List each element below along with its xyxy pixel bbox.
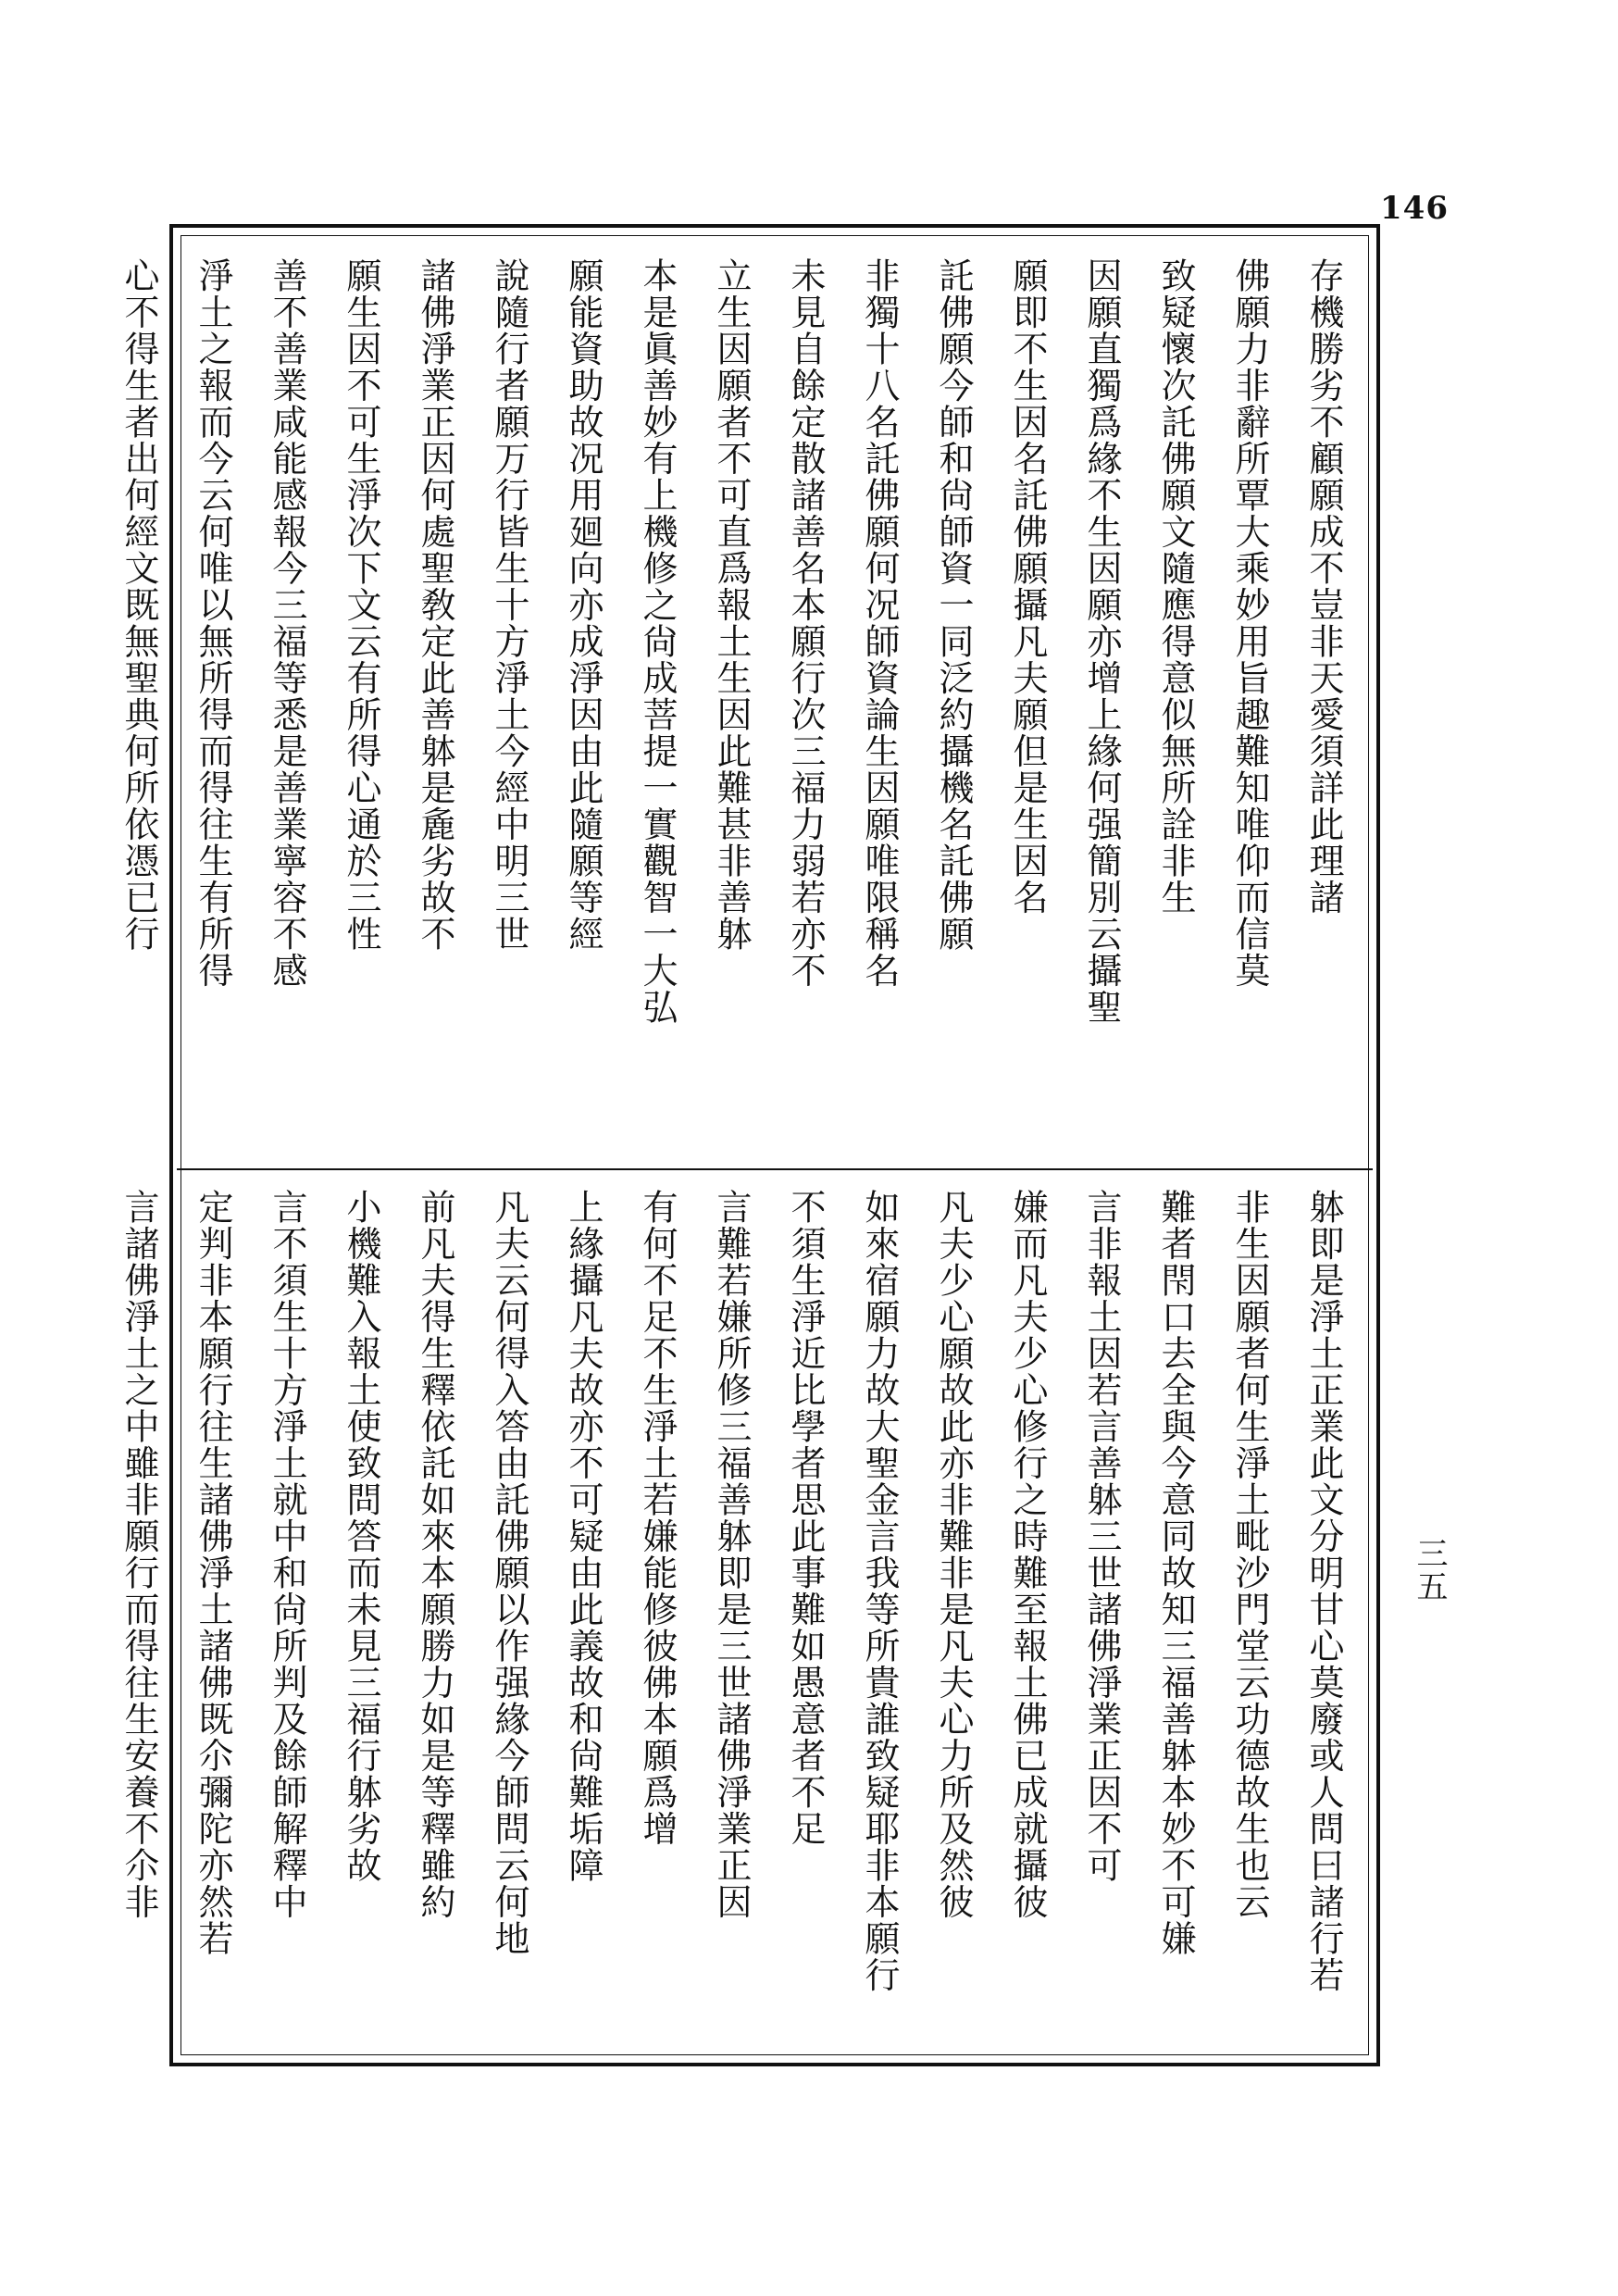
text-column: 未見自餘定散諸善名本願行次三福力弱若亦不: [785, 257, 826, 989]
text-column: 願即不生因名託佛願攝凡夫願但是生因名: [1007, 257, 1048, 916]
text-column: 言諸佛淨土之中雖非願行而得往生安養不尒非: [118, 1189, 159, 1920]
text-column: 凡夫少心願故此亦非難非是凡夫心力所及然彼: [933, 1189, 974, 1920]
text-column: 託佛願今師和尙師資一同泛約攝機名託佛願: [933, 257, 974, 953]
text-column: 前凡夫得生釋依託如來本願勝力如是等釋雖約: [415, 1189, 455, 1920]
folio-number: 三五: [1411, 1537, 1448, 1603]
upper-register: [118, 257, 1361, 1146]
text-column: 定判非本願行往生諸佛淨土諸佛既尒彌陀亦然若: [193, 1189, 233, 1957]
text-column: 心不得生者出何經文既無聖典何所依憑已行: [118, 257, 159, 953]
text-column: 躰即是淨土正業此文分明甘心莫廢或人問曰諸行若: [1303, 1189, 1344, 1993]
text-column: 凡夫云何得入答由託佛願以作强緣今師問云何地: [489, 1189, 529, 1957]
text-column: 諸佛淨業正因何處聖敎定此善躰是麁劣故不: [415, 257, 455, 953]
text-column: 言不須生十方淨土就中和尙所判及餘師解釋中: [267, 1189, 307, 1920]
text-column: 因願直獨爲緣不生因願亦增上緣何强簡別云攝聖: [1081, 257, 1122, 1026]
text-column: 說隨行者願万行皆生十方淨土今經中明三世: [489, 257, 529, 953]
text-column: 淨土之報而今云何唯以無所得而得往生有所得: [193, 257, 233, 989]
text-column: 非獨十八名託佛願何况師資論生因願唯限稱名: [859, 257, 900, 989]
text-column: 小機難入報土使致問答而未見三福行躰劣故: [341, 1189, 381, 1884]
text-column: 有何不足不生淨土若嫌能修彼佛本願爲增: [637, 1189, 678, 1847]
page-number: 146: [1380, 190, 1449, 227]
lower-register: [118, 1189, 1361, 2050]
text-column: 非生因願者何生淨土毗沙門堂云功德故生也云: [1229, 1189, 1270, 1920]
text-column: 佛願力非辭所覃大乘妙用旨趣難知唯仰而信莫: [1229, 257, 1270, 989]
text-column: 難者閇口去全與今意同故知三福善躰本妙不可嫌: [1155, 1189, 1196, 1957]
text-column: 本是眞善妙有上機修之尙成菩提一實觀智一大弘: [637, 257, 678, 1026]
text-column: 嫌而凡夫少心修行之時難至報土佛已成就攝彼: [1007, 1189, 1048, 1920]
text-column: 上緣攝凡夫故亦不可疑由此義故和尙難垢障: [563, 1189, 604, 1884]
text-column: 言難若嫌所修三福善躰即是三世諸佛淨業正因: [711, 1189, 752, 1920]
text-column: 善不善業咸能感報今三福等悉是善業寧容不感: [267, 257, 307, 989]
text-column: 立生因願者不可直爲報土生因此難甚非善躰: [711, 257, 752, 953]
text-column: 致疑懷次託佛願文隨應得意似無所詮非生: [1155, 257, 1196, 916]
text-column: 願生因不可生淨次下文云有所得心通於三性: [341, 257, 381, 953]
text-column: 存機勝劣不顧願成不豈非天愛須詳此理諸: [1303, 257, 1344, 916]
text-column: 言非報土因若言善躰三世諸佛淨業正因不可: [1081, 1189, 1122, 1884]
text-column: 如來宿願力故大聖金言我等所貴誰致疑耶非本願行: [859, 1189, 900, 1993]
text-column: 不須生淨近比學者思此事難如愚意者不足: [785, 1189, 826, 1847]
text-column: 願能資助故况用廻向亦成淨因由此隨願等經: [563, 257, 604, 953]
register-divider: [177, 1168, 1373, 1170]
